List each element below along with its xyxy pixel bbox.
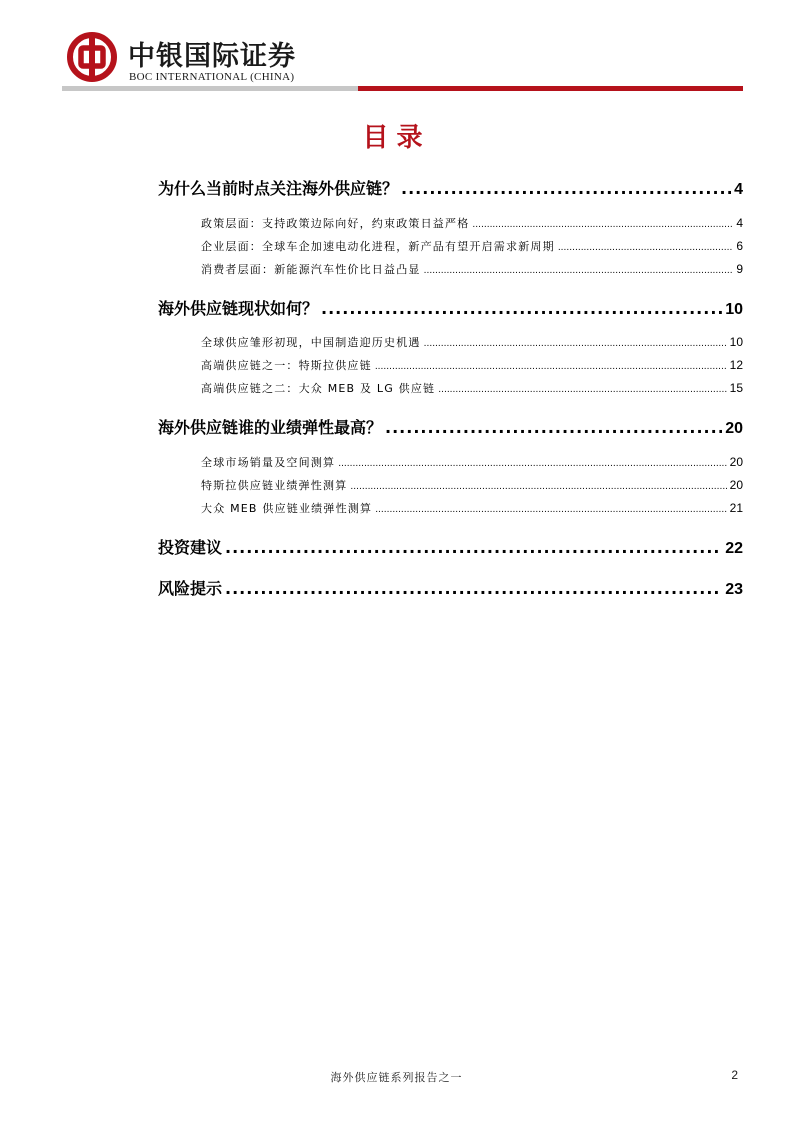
brand-name-en: BOC INTERNATIONAL (CHINA) [129,71,295,83]
toc-leader-dots [321,299,722,318]
toc-title: 目录 [362,123,431,153]
toc-entry-label: 企业层面：全球车企加速电动化进程，新产品有望开启需求新周期 [201,240,555,253]
toc-entry-label: 政策层面：支持政策边际向好，约束政策日益严格 [201,217,470,230]
toc-leader-dots [385,418,722,437]
toc-leader-dots [472,220,733,230]
toc-entry[interactable] [158,576,743,598]
toc-entry-label: 投资建议 [158,538,223,557]
toc-entry[interactable] [201,215,743,231]
toc-leader-dots [558,243,734,253]
toc-entry[interactable] [201,357,743,373]
toc-leader-dots [375,362,727,372]
toc-entry-label: 特斯拉供应链业绩弹性测算 [201,479,348,492]
toc-entry-label: 全球供应雏形初现，中国制造迎历史机遇 [201,336,421,349]
toc-entry[interactable] [201,261,743,277]
toc-entry-label: 海外供应链现状如何？ [158,299,319,318]
toc-entry[interactable] [201,380,743,396]
header-rule-gray [62,86,358,91]
boc-logo-icon [67,32,117,82]
toc-entry-label: 大众 MEB 供应链业绩弹性测算 [201,502,373,515]
toc-entry-page: 9 [736,262,743,276]
toc-leader-dots [225,538,722,557]
footer-series-title: 海外供应链系列报告之一 [330,1071,463,1084]
toc-leader-dots [375,505,726,515]
toc-entry[interactable] [201,334,743,350]
toc-leader-dots [350,482,726,492]
toc-entry-label: 海外供应链谁的业绩弹性最高？ [158,418,383,437]
toc-entry-label: 高端供应链之二：大众 MEB 及 LG 供应链 [201,382,436,395]
toc-entry-page: 20 [729,478,743,492]
toc-entry[interactable] [158,535,743,557]
toc-entry-page: 10 [729,335,743,349]
toc-entry-page: 20 [729,455,743,469]
toc-leader-dots [424,339,727,349]
toc-entry[interactable] [201,454,743,470]
toc-entry-page: 10 [725,301,743,318]
toc-entry[interactable] [158,296,743,318]
toc-entry-page: 15 [729,381,743,395]
toc-leader-dots [424,266,734,276]
brand-name-cn: 中银国际证券 [128,41,296,72]
toc-entry-page: 22 [725,540,743,557]
toc-entry-label: 为什么当前时点关注海外供应链？ [158,179,399,198]
toc-entry[interactable] [158,415,743,437]
toc-entry[interactable] [201,477,743,493]
toc-entry-page: 23 [725,581,743,598]
toc-entry-page: 21 [729,501,743,515]
toc-entry-page: 6 [736,239,743,253]
toc-entry-page: 4 [736,216,743,230]
toc-entry-label: 风险提示 [158,579,223,598]
toc-entry-page: 4 [734,181,743,198]
toc-entry-page: 20 [725,420,743,437]
toc-entry[interactable] [158,176,743,198]
toc-entry-label: 消费者层面：新能源汽车性价比日益凸显 [201,263,421,276]
toc-entry[interactable] [201,500,743,516]
toc-entry-label: 全球市场销量及空间测算 [201,456,336,469]
toc-leader-dots [225,579,722,598]
toc-entry[interactable] [201,238,743,254]
report-header [62,28,744,92]
footer-page-number: 2 [731,1068,738,1082]
toc-leader-dots [438,385,726,395]
toc-leader-dots [401,179,731,198]
toc-leader-dots [338,459,726,469]
toc-entry-page: 12 [729,358,743,372]
header-rule-red [358,86,743,91]
toc-entry-label: 高端供应链之一：特斯拉供应链 [201,359,372,372]
